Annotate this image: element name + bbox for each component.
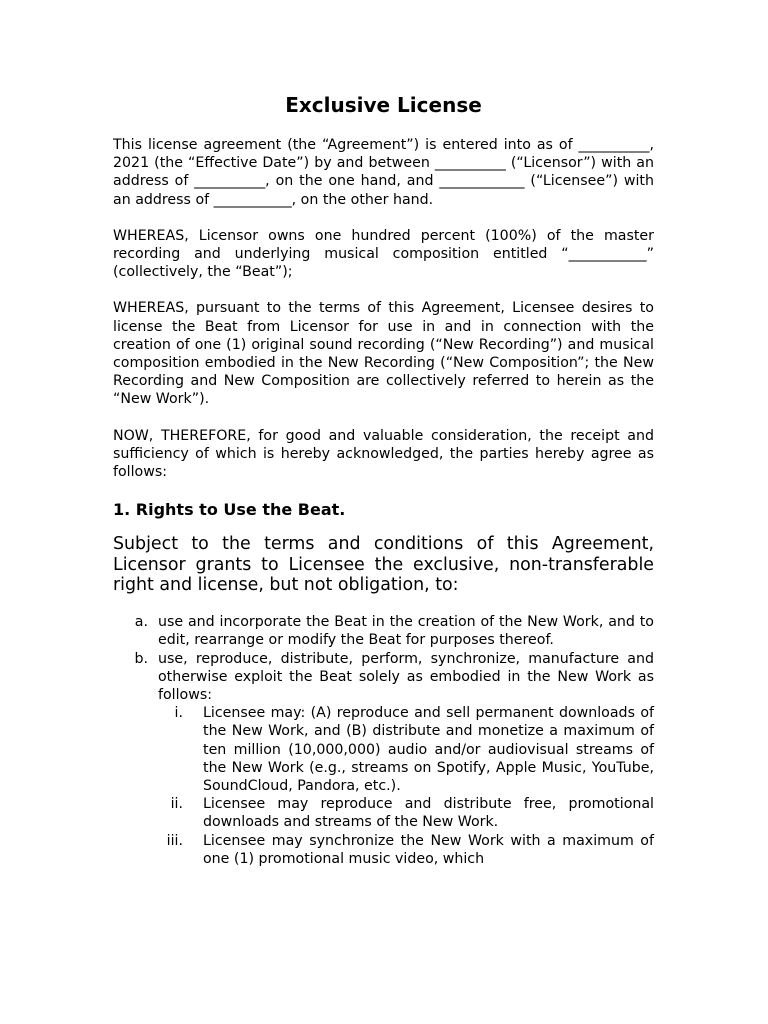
sublist-item-iii bbox=[166, 832, 654, 868]
sublist-item-ii bbox=[170, 795, 654, 831]
section-1-heading: 1. Rights to Use the Beat. bbox=[113, 500, 346, 520]
sublist-marker-iii: iii. bbox=[166, 832, 183, 849]
list-marker-b: b. bbox=[134, 650, 148, 667]
list-item-b-text: use, reproduce, distribute, perform, synchronize, manufacture and otherwise exploit the Beat solely as embodied in the New Work as follows: bbox=[158, 650, 654, 703]
section-1-lead: Subject to the terms and conditions of this Agreement, Licensor grants to Licensee the exclusive, non-transferable right and license, but not obligation, to: bbox=[113, 534, 654, 595]
list-item-b bbox=[134, 650, 654, 868]
list-item-a-text: use and incorporate the Beat in the creation of the New Work, and to edit, rearrange or modify the Beat for purposes thereof. bbox=[158, 614, 654, 649]
whereas-paragraph-2: WHEREAS, pursuant to the terms of this Agreement, Licensee desires to license the Beat from Licensor for use in and in connection with the creation of one (1) original sound recording (“New Recording”) and musical composition embodied in the New Recording (“New Composition”; the New Recording and New Composition are collectively referred to herein as the “New Work”). bbox=[113, 300, 654, 408]
list-marker-a: a. bbox=[134, 614, 148, 631]
whereas-paragraph-1: WHEREAS, Licensor owns one hundred percent (100%) of the master recording and underlying musical composition entitled “___________” (collectively, the “Beat”); bbox=[113, 227, 654, 281]
sublist-item-i-text: Licensee may: (A) reproduce and sell permanent downloads of the New Work, and (B) distribute and monetize a maximum of ten million (10,000,000) audio and/or audiovisual streams of the New Work (e.g., streams on Spotify, Apple Music, YouTube, SoundCloud, Pandora, etc.). bbox=[203, 705, 654, 794]
document-title: Exclusive License bbox=[285, 93, 482, 117]
now-therefore-paragraph: NOW, THEREFORE, for good and valuable consideration, the receipt and sufficiency of which is hereby acknowledged, the parties hereby agree as follows: bbox=[113, 427, 654, 481]
list-item-a bbox=[134, 613, 654, 649]
intro-paragraph: This license agreement (the “Agreement”) is entered into as of __________, 2021 (the “Effective Date”) by and between __________ (“Licensor”) with an address of __________, on the one hand, and ____________ (“Licensee”) with an address of ___________, on the other hand. bbox=[113, 137, 654, 208]
sublist-marker-i: i. bbox=[174, 705, 183, 722]
rights-list bbox=[113, 613, 654, 868]
sublist-item-iii-text: Licensee may synchronize the New Work with a maximum of one (1) promotional music video, which bbox=[203, 832, 654, 867]
exploitation-sublist bbox=[158, 704, 654, 868]
sublist-item-i bbox=[174, 704, 654, 795]
document-page bbox=[113, 0, 654, 868]
sublist-marker-ii: ii. bbox=[170, 796, 183, 813]
sublist-item-ii-text: Licensee may reproduce and distribute free, promotional downloads and streams of the New Work. bbox=[203, 796, 654, 831]
